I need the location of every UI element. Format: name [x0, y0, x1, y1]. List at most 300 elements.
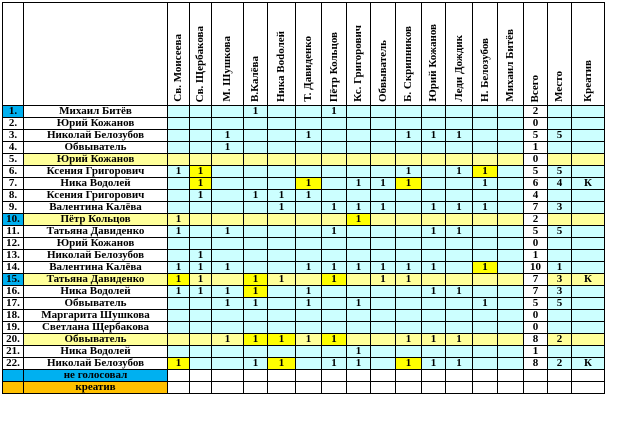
- vote-cell[interactable]: 1: [371, 274, 396, 286]
- empty-cell[interactable]: [572, 370, 605, 382]
- vote-cell[interactable]: [268, 106, 296, 118]
- empty-cell[interactable]: [168, 382, 190, 394]
- vote-cell[interactable]: [498, 346, 524, 358]
- vote-cell[interactable]: [212, 166, 244, 178]
- total-cell[interactable]: 5: [524, 130, 548, 142]
- vote-cell[interactable]: [446, 322, 473, 334]
- vote-cell[interactable]: [168, 130, 190, 142]
- vote-cell[interactable]: 1: [168, 226, 190, 238]
- vote-cell[interactable]: [190, 154, 212, 166]
- vote-cell[interactable]: [322, 190, 347, 202]
- column-header-place[interactable]: Место: [548, 3, 572, 106]
- column-header-total[interactable]: Всего: [524, 3, 548, 106]
- vote-cell[interactable]: 1: [190, 166, 212, 178]
- column-header[interactable]: Пётр Кольцов: [322, 3, 347, 106]
- participant-name[interactable]: Николай Белозубов: [24, 250, 168, 262]
- vote-cell[interactable]: [446, 214, 473, 226]
- empty-cell[interactable]: [548, 370, 572, 382]
- vote-cell[interactable]: [296, 310, 322, 322]
- vote-cell[interactable]: 1: [473, 298, 498, 310]
- vote-cell[interactable]: [244, 310, 268, 322]
- participant-name[interactable]: Светлана Щербакова: [24, 322, 168, 334]
- vote-cell[interactable]: [168, 346, 190, 358]
- vote-cell[interactable]: [268, 310, 296, 322]
- row-number[interactable]: 11.: [3, 226, 24, 238]
- vote-cell[interactable]: 1: [244, 358, 268, 370]
- vote-cell[interactable]: [212, 214, 244, 226]
- vote-cell[interactable]: [244, 322, 268, 334]
- place-cell[interactable]: [548, 142, 572, 154]
- vote-cell[interactable]: 1: [296, 286, 322, 298]
- vote-cell[interactable]: [347, 166, 371, 178]
- vote-cell[interactable]: [244, 166, 268, 178]
- participant-name[interactable]: Ника Водолей: [24, 178, 168, 190]
- vote-cell[interactable]: [422, 166, 446, 178]
- vote-cell[interactable]: [422, 106, 446, 118]
- vote-cell[interactable]: 1: [268, 334, 296, 346]
- vote-cell[interactable]: [473, 130, 498, 142]
- vote-cell[interactable]: [212, 310, 244, 322]
- vote-cell[interactable]: [498, 226, 524, 238]
- vote-cell[interactable]: [371, 346, 396, 358]
- vote-cell[interactable]: [190, 214, 212, 226]
- vote-cell[interactable]: 1: [190, 190, 212, 202]
- row-number[interactable]: 7.: [3, 178, 24, 190]
- total-cell[interactable]: 2: [524, 214, 548, 226]
- vote-cell[interactable]: [322, 250, 347, 262]
- total-cell[interactable]: 0: [524, 238, 548, 250]
- empty-cell[interactable]: [524, 370, 548, 382]
- vote-cell[interactable]: [422, 322, 446, 334]
- vote-cell[interactable]: 1: [446, 358, 473, 370]
- total-cell[interactable]: 7: [524, 286, 548, 298]
- vote-cell[interactable]: [371, 130, 396, 142]
- row-number[interactable]: 3.: [3, 130, 24, 142]
- vote-cell[interactable]: [422, 214, 446, 226]
- vote-cell[interactable]: [190, 346, 212, 358]
- vote-cell[interactable]: [168, 322, 190, 334]
- vote-cell[interactable]: [168, 310, 190, 322]
- place-cell[interactable]: 3: [548, 202, 572, 214]
- empty-cell[interactable]: [422, 382, 446, 394]
- vote-cell[interactable]: [268, 130, 296, 142]
- vote-cell[interactable]: 1: [296, 298, 322, 310]
- kreativ-cell[interactable]: [572, 298, 605, 310]
- vote-cell[interactable]: [244, 154, 268, 166]
- vote-cell[interactable]: [268, 346, 296, 358]
- vote-cell[interactable]: [473, 106, 498, 118]
- vote-cell[interactable]: [347, 190, 371, 202]
- vote-cell[interactable]: 1: [347, 262, 371, 274]
- place-cell[interactable]: [548, 190, 572, 202]
- vote-cell[interactable]: [212, 202, 244, 214]
- participant-name[interactable]: Юрий Кожанов: [24, 238, 168, 250]
- vote-cell[interactable]: 1: [396, 178, 422, 190]
- total-cell[interactable]: 7: [524, 202, 548, 214]
- vote-cell[interactable]: 1: [446, 226, 473, 238]
- vote-cell[interactable]: [498, 274, 524, 286]
- kreativ-cell[interactable]: [572, 154, 605, 166]
- vote-cell[interactable]: [371, 250, 396, 262]
- vote-cell[interactable]: [396, 298, 422, 310]
- vote-cell[interactable]: 1: [446, 130, 473, 142]
- vote-cell[interactable]: [296, 226, 322, 238]
- row-number[interactable]: 18.: [3, 310, 24, 322]
- vote-cell[interactable]: [422, 346, 446, 358]
- vote-cell[interactable]: [212, 322, 244, 334]
- vote-cell[interactable]: [322, 298, 347, 310]
- vote-cell[interactable]: [322, 214, 347, 226]
- kreativ-cell[interactable]: К: [572, 178, 605, 190]
- row-number[interactable]: 15.: [3, 274, 24, 286]
- empty-cell[interactable]: [322, 370, 347, 382]
- vote-cell[interactable]: [322, 310, 347, 322]
- vote-cell[interactable]: [268, 322, 296, 334]
- vote-cell[interactable]: [473, 322, 498, 334]
- place-cell[interactable]: 5: [548, 130, 572, 142]
- vote-cell[interactable]: [268, 118, 296, 130]
- vote-cell[interactable]: [498, 106, 524, 118]
- vote-cell[interactable]: 1: [268, 358, 296, 370]
- vote-cell[interactable]: 1: [422, 286, 446, 298]
- vote-cell[interactable]: [296, 154, 322, 166]
- vote-cell[interactable]: [396, 346, 422, 358]
- vote-cell[interactable]: 1: [371, 178, 396, 190]
- vote-cell[interactable]: [371, 358, 396, 370]
- vote-cell[interactable]: 1: [212, 262, 244, 274]
- kreativ-cell[interactable]: [572, 202, 605, 214]
- vote-cell[interactable]: 1: [168, 358, 190, 370]
- vote-cell[interactable]: [190, 202, 212, 214]
- row-number[interactable]: 4.: [3, 142, 24, 154]
- vote-cell[interactable]: 1: [396, 262, 422, 274]
- vote-cell[interactable]: 1: [446, 166, 473, 178]
- vote-cell[interactable]: 1: [268, 274, 296, 286]
- vote-cell[interactable]: 1: [244, 286, 268, 298]
- column-header[interactable]: Св. Моисеева: [168, 3, 190, 106]
- vote-cell[interactable]: [396, 250, 422, 262]
- empty-cell[interactable]: [473, 370, 498, 382]
- vote-cell[interactable]: 1: [322, 358, 347, 370]
- vote-cell[interactable]: 1: [422, 262, 446, 274]
- vote-cell[interactable]: [347, 250, 371, 262]
- column-header[interactable]: Михаил Битёв: [498, 3, 524, 106]
- vote-cell[interactable]: [268, 262, 296, 274]
- vote-cell[interactable]: 1: [322, 202, 347, 214]
- kreativ-cell[interactable]: [572, 310, 605, 322]
- vote-cell[interactable]: [347, 226, 371, 238]
- vote-cell[interactable]: [446, 262, 473, 274]
- vote-cell[interactable]: 1: [190, 262, 212, 274]
- vote-cell[interactable]: [168, 334, 190, 346]
- vote-cell[interactable]: [473, 154, 498, 166]
- row-number[interactable]: 22.: [3, 358, 24, 370]
- vote-cell[interactable]: [371, 238, 396, 250]
- participant-name[interactable]: Ника Водолей: [24, 286, 168, 298]
- empty-cell[interactable]: [296, 382, 322, 394]
- kreativ-cell[interactable]: [572, 142, 605, 154]
- total-cell[interactable]: 2: [524, 106, 548, 118]
- vote-cell[interactable]: [244, 130, 268, 142]
- vote-cell[interactable]: 1: [347, 346, 371, 358]
- vote-cell[interactable]: [212, 178, 244, 190]
- vote-cell[interactable]: [168, 190, 190, 202]
- empty-cell[interactable]: [498, 370, 524, 382]
- empty-cell[interactable]: [347, 370, 371, 382]
- empty-cell[interactable]: [371, 382, 396, 394]
- vote-cell[interactable]: [190, 226, 212, 238]
- vote-cell[interactable]: [422, 238, 446, 250]
- vote-cell[interactable]: 1: [212, 298, 244, 310]
- vote-cell[interactable]: 1: [422, 130, 446, 142]
- vote-cell[interactable]: [296, 106, 322, 118]
- vote-cell[interactable]: [296, 250, 322, 262]
- vote-cell[interactable]: [347, 334, 371, 346]
- vote-cell[interactable]: [190, 358, 212, 370]
- vote-cell[interactable]: 1: [422, 334, 446, 346]
- vote-cell[interactable]: [446, 154, 473, 166]
- vote-cell[interactable]: [473, 238, 498, 250]
- vote-cell[interactable]: [396, 190, 422, 202]
- vote-cell[interactable]: [396, 202, 422, 214]
- vote-cell[interactable]: [446, 142, 473, 154]
- vote-cell[interactable]: [371, 286, 396, 298]
- vote-cell[interactable]: [244, 226, 268, 238]
- vote-cell[interactable]: [473, 118, 498, 130]
- vote-cell[interactable]: 1: [268, 190, 296, 202]
- vote-cell[interactable]: [347, 274, 371, 286]
- vote-cell[interactable]: [446, 346, 473, 358]
- kreativ-cell[interactable]: [572, 322, 605, 334]
- vote-cell[interactable]: 1: [347, 214, 371, 226]
- vote-cell[interactable]: [473, 286, 498, 298]
- vote-cell[interactable]: [396, 310, 422, 322]
- vote-cell[interactable]: [498, 166, 524, 178]
- vote-cell[interactable]: [244, 346, 268, 358]
- vote-cell[interactable]: [422, 154, 446, 166]
- vote-cell[interactable]: [168, 250, 190, 262]
- participant-name[interactable]: Николай Белозубов: [24, 358, 168, 370]
- vote-cell[interactable]: [498, 178, 524, 190]
- vote-cell[interactable]: [396, 214, 422, 226]
- vote-cell[interactable]: [244, 202, 268, 214]
- vote-cell[interactable]: [347, 322, 371, 334]
- vote-cell[interactable]: [168, 178, 190, 190]
- vote-cell[interactable]: [498, 202, 524, 214]
- empty-cell[interactable]: [212, 382, 244, 394]
- vote-cell[interactable]: 1: [446, 334, 473, 346]
- kreativ-cell[interactable]: [572, 346, 605, 358]
- vote-cell[interactable]: 1: [473, 262, 498, 274]
- vote-cell[interactable]: [296, 142, 322, 154]
- total-cell[interactable]: 1: [524, 346, 548, 358]
- vote-cell[interactable]: [168, 298, 190, 310]
- row-number[interactable]: 2.: [3, 118, 24, 130]
- vote-cell[interactable]: [212, 190, 244, 202]
- vote-cell[interactable]: 1: [473, 166, 498, 178]
- empty-cell[interactable]: [422, 370, 446, 382]
- vote-cell[interactable]: [396, 286, 422, 298]
- vote-cell[interactable]: [498, 250, 524, 262]
- vote-cell[interactable]: [322, 142, 347, 154]
- empty-cell[interactable]: [498, 382, 524, 394]
- vote-cell[interactable]: [371, 310, 396, 322]
- vote-cell[interactable]: [268, 250, 296, 262]
- empty-cell[interactable]: [446, 382, 473, 394]
- vote-cell[interactable]: 1: [296, 130, 322, 142]
- vote-cell[interactable]: [190, 238, 212, 250]
- vote-cell[interactable]: [473, 250, 498, 262]
- place-cell[interactable]: 2: [548, 358, 572, 370]
- vote-cell[interactable]: 1: [190, 250, 212, 262]
- empty-cell[interactable]: [396, 370, 422, 382]
- row-number[interactable]: 16.: [3, 286, 24, 298]
- column-header[interactable]: Н. Белозубов: [473, 3, 498, 106]
- participant-name[interactable]: Обвыватель: [24, 298, 168, 310]
- vote-cell[interactable]: 1: [396, 274, 422, 286]
- kreativ-cell[interactable]: [572, 190, 605, 202]
- place-cell[interactable]: 4: [548, 178, 572, 190]
- vote-cell[interactable]: [498, 190, 524, 202]
- total-cell[interactable]: 6: [524, 178, 548, 190]
- participant-name[interactable]: Татьяна Давиденко: [24, 226, 168, 238]
- vote-cell[interactable]: [473, 214, 498, 226]
- total-cell[interactable]: 0: [524, 310, 548, 322]
- vote-cell[interactable]: [268, 238, 296, 250]
- vote-cell[interactable]: [422, 118, 446, 130]
- vote-cell[interactable]: [322, 178, 347, 190]
- vote-cell[interactable]: [498, 214, 524, 226]
- vote-cell[interactable]: 1: [268, 202, 296, 214]
- kreativ-cell[interactable]: К: [572, 358, 605, 370]
- participant-name[interactable]: Михаил Битёв: [24, 106, 168, 118]
- participant-name[interactable]: Валентина Калёва: [24, 202, 168, 214]
- vote-cell[interactable]: 1: [168, 166, 190, 178]
- empty-cell[interactable]: [572, 382, 605, 394]
- vote-cell[interactable]: [168, 142, 190, 154]
- total-cell[interactable]: 5: [524, 298, 548, 310]
- vote-cell[interactable]: [422, 310, 446, 322]
- total-cell[interactable]: 0: [524, 322, 548, 334]
- vote-cell[interactable]: [446, 118, 473, 130]
- vote-cell[interactable]: [296, 322, 322, 334]
- place-cell[interactable]: 5: [548, 298, 572, 310]
- vote-cell[interactable]: [396, 106, 422, 118]
- vote-cell[interactable]: [268, 286, 296, 298]
- empty-cell[interactable]: [296, 370, 322, 382]
- participant-name[interactable]: Татьяна Давиденко: [24, 274, 168, 286]
- empty-cell[interactable]: [371, 370, 396, 382]
- vote-cell[interactable]: [422, 190, 446, 202]
- row-number[interactable]: 12.: [3, 238, 24, 250]
- vote-cell[interactable]: 1: [244, 106, 268, 118]
- vote-cell[interactable]: [422, 142, 446, 154]
- kreativ-cell[interactable]: [572, 238, 605, 250]
- vote-cell[interactable]: [296, 358, 322, 370]
- vote-cell[interactable]: [190, 322, 212, 334]
- vote-cell[interactable]: 1: [347, 202, 371, 214]
- place-cell[interactable]: [548, 214, 572, 226]
- vote-cell[interactable]: [168, 202, 190, 214]
- empty-cell[interactable]: [347, 382, 371, 394]
- kreativ-cell[interactable]: [572, 334, 605, 346]
- vote-cell[interactable]: 1: [190, 286, 212, 298]
- vote-cell[interactable]: 1: [212, 226, 244, 238]
- vote-cell[interactable]: 1: [396, 130, 422, 142]
- vote-cell[interactable]: [446, 238, 473, 250]
- vote-cell[interactable]: [168, 106, 190, 118]
- row-number[interactable]: 1.: [3, 106, 24, 118]
- vote-cell[interactable]: [446, 190, 473, 202]
- total-cell[interactable]: 4: [524, 190, 548, 202]
- vote-cell[interactable]: 1: [347, 358, 371, 370]
- vote-cell[interactable]: 1: [190, 178, 212, 190]
- vote-cell[interactable]: [268, 226, 296, 238]
- kreativ-cell[interactable]: [572, 166, 605, 178]
- vote-cell[interactable]: 1: [396, 334, 422, 346]
- row-number[interactable]: 17.: [3, 298, 24, 310]
- vote-cell[interactable]: [212, 346, 244, 358]
- place-cell[interactable]: 1: [548, 262, 572, 274]
- vote-cell[interactable]: [371, 154, 396, 166]
- vote-cell[interactable]: [396, 238, 422, 250]
- column-header[interactable]: М. Шушкова: [212, 3, 244, 106]
- vote-cell[interactable]: [347, 106, 371, 118]
- vote-cell[interactable]: 1: [244, 274, 268, 286]
- vote-cell[interactable]: 1: [168, 274, 190, 286]
- vote-cell[interactable]: [498, 262, 524, 274]
- vote-cell[interactable]: [268, 142, 296, 154]
- vote-cell[interactable]: 1: [473, 178, 498, 190]
- participant-name[interactable]: Ника Водолей: [24, 346, 168, 358]
- vote-cell[interactable]: [473, 334, 498, 346]
- place-cell[interactable]: 2: [548, 334, 572, 346]
- vote-cell[interactable]: 1: [446, 202, 473, 214]
- vote-cell[interactable]: [396, 322, 422, 334]
- vote-cell[interactable]: 1: [296, 262, 322, 274]
- kreativ-cell[interactable]: [572, 226, 605, 238]
- vote-cell[interactable]: [473, 346, 498, 358]
- vote-cell[interactable]: [168, 118, 190, 130]
- vote-cell[interactable]: [446, 310, 473, 322]
- total-cell[interactable]: 0: [524, 154, 548, 166]
- vote-cell[interactable]: 1: [212, 286, 244, 298]
- vote-cell[interactable]: [296, 214, 322, 226]
- total-cell[interactable]: 1: [524, 142, 548, 154]
- vote-cell[interactable]: [347, 154, 371, 166]
- kreativ-cell[interactable]: [572, 286, 605, 298]
- vote-cell[interactable]: [268, 298, 296, 310]
- place-cell[interactable]: [548, 250, 572, 262]
- vote-cell[interactable]: 1: [473, 202, 498, 214]
- vote-cell[interactable]: 1: [396, 166, 422, 178]
- kreativ-cell[interactable]: [572, 118, 605, 130]
- vote-cell[interactable]: [446, 178, 473, 190]
- kreativ-cell[interactable]: [572, 250, 605, 262]
- place-cell[interactable]: 5: [548, 166, 572, 178]
- vote-cell[interactable]: [296, 202, 322, 214]
- vote-cell[interactable]: [212, 118, 244, 130]
- vote-cell[interactable]: [498, 334, 524, 346]
- vote-cell[interactable]: 1: [322, 106, 347, 118]
- vote-cell[interactable]: [473, 190, 498, 202]
- column-header[interactable]: Т. Давиденко: [296, 3, 322, 106]
- row-number[interactable]: 14.: [3, 262, 24, 274]
- vote-cell[interactable]: [498, 118, 524, 130]
- column-header[interactable]: Обвыватель: [371, 3, 396, 106]
- participant-name[interactable]: Ксения Григорович: [24, 166, 168, 178]
- place-cell[interactable]: [548, 322, 572, 334]
